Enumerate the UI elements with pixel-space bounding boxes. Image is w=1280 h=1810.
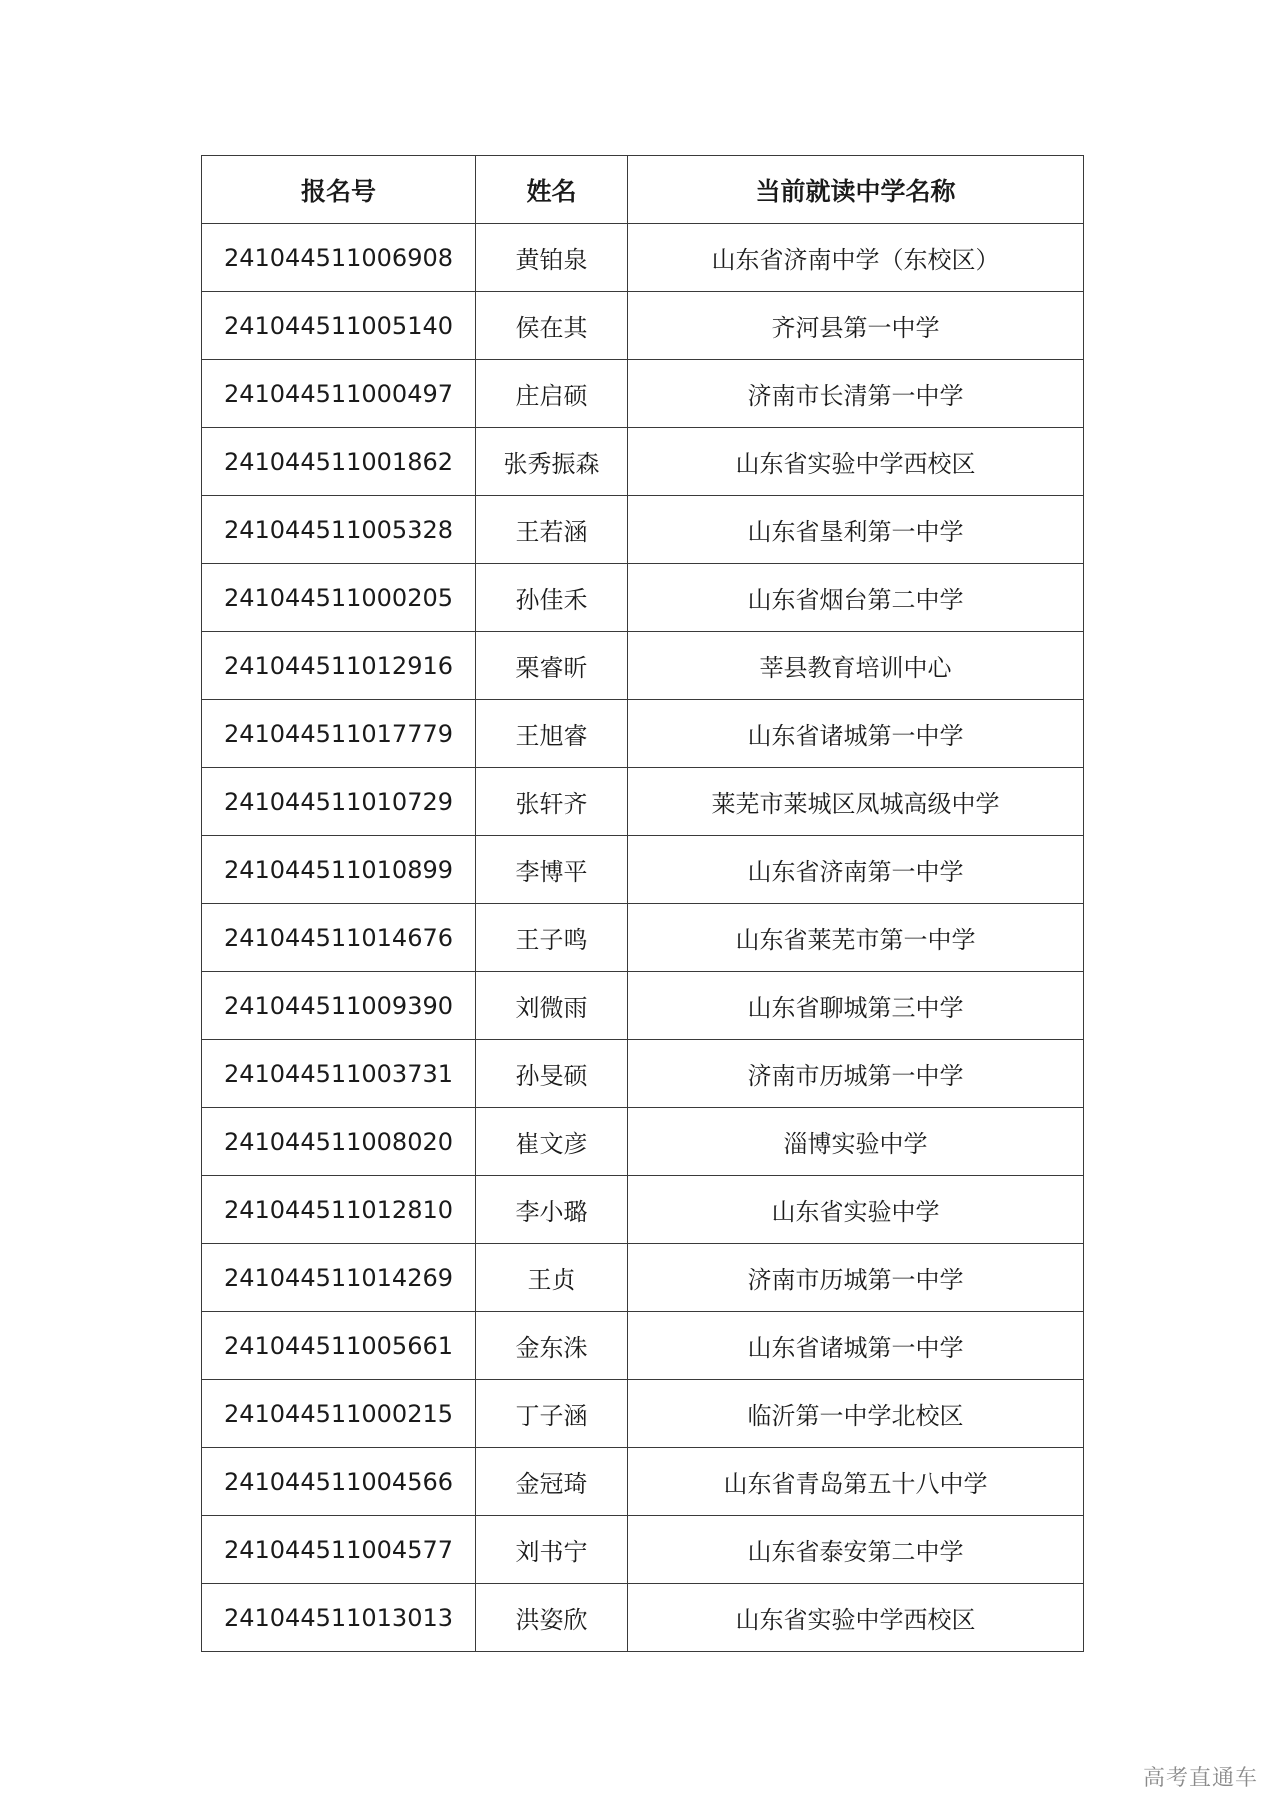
cell-student-name: 丁子涵 xyxy=(476,1380,628,1448)
cell-student-name: 王子鸣 xyxy=(476,904,628,972)
table-row xyxy=(202,1312,1084,1380)
table-row xyxy=(202,564,1084,632)
table-row xyxy=(202,1176,1084,1244)
table-row xyxy=(202,224,1084,292)
column-header-school: 当前就读中学名称 xyxy=(628,156,1084,224)
table-row xyxy=(202,836,1084,904)
cell-student-name: 王贞 xyxy=(476,1244,628,1312)
table-row xyxy=(202,1108,1084,1176)
table-header xyxy=(202,156,1084,224)
cell-student-name: 庄启硕 xyxy=(476,360,628,428)
cell-registration-number: 241044511000205 xyxy=(202,564,476,632)
cell-student-name: 王旭睿 xyxy=(476,700,628,768)
cell-registration-number: 241044511001862 xyxy=(202,428,476,496)
table-row xyxy=(202,700,1084,768)
cell-registration-number: 241044511017779 xyxy=(202,700,476,768)
table-row xyxy=(202,1584,1084,1652)
cell-registration-number: 241044511004577 xyxy=(202,1516,476,1584)
cell-school-name: 山东省垦利第一中学 xyxy=(628,496,1084,564)
table-row xyxy=(202,768,1084,836)
column-header-name: 姓名 xyxy=(476,156,628,224)
cell-student-name: 栗睿昕 xyxy=(476,632,628,700)
table-row xyxy=(202,904,1084,972)
table-body xyxy=(202,224,1084,1652)
cell-registration-number: 241044511004566 xyxy=(202,1448,476,1516)
cell-registration-number: 241044511014676 xyxy=(202,904,476,972)
cell-student-name: 洪姿欣 xyxy=(476,1584,628,1652)
cell-registration-number: 241044511010729 xyxy=(202,768,476,836)
table-row xyxy=(202,1380,1084,1448)
cell-student-name: 刘微雨 xyxy=(476,972,628,1040)
cell-student-name: 金东洙 xyxy=(476,1312,628,1380)
cell-school-name: 山东省实验中学 xyxy=(628,1176,1084,1244)
cell-student-name: 崔文彦 xyxy=(476,1108,628,1176)
cell-registration-number: 241044511005328 xyxy=(202,496,476,564)
table-row xyxy=(202,496,1084,564)
student-roster-table xyxy=(201,155,1084,1652)
table-row xyxy=(202,428,1084,496)
watermark: 高考直通车 xyxy=(1142,1766,1258,1791)
cell-student-name: 侯在其 xyxy=(476,292,628,360)
table-row xyxy=(202,972,1084,1040)
cell-school-name: 山东省诸城第一中学 xyxy=(628,1312,1084,1380)
table-row xyxy=(202,1244,1084,1312)
cell-school-name: 山东省青岛第五十八中学 xyxy=(628,1448,1084,1516)
table-row xyxy=(202,1040,1084,1108)
cell-school-name: 济南市长清第一中学 xyxy=(628,360,1084,428)
cell-student-name: 李博平 xyxy=(476,836,628,904)
table-row xyxy=(202,632,1084,700)
cell-registration-number: 241044511013013 xyxy=(202,1584,476,1652)
table-row xyxy=(202,1516,1084,1584)
cell-registration-number: 241044511014269 xyxy=(202,1244,476,1312)
cell-school-name: 莱芜市莱城区凤城高级中学 xyxy=(628,768,1084,836)
cell-student-name: 李小璐 xyxy=(476,1176,628,1244)
table-row xyxy=(202,292,1084,360)
column-header-registration-number: 报名号 xyxy=(202,156,476,224)
cell-school-name: 山东省实验中学西校区 xyxy=(628,428,1084,496)
cell-registration-number: 241044511012810 xyxy=(202,1176,476,1244)
cell-registration-number: 241044511000215 xyxy=(202,1380,476,1448)
cell-student-name: 黄铂泉 xyxy=(476,224,628,292)
cell-school-name: 山东省烟台第二中学 xyxy=(628,564,1084,632)
cell-registration-number: 241044511000497 xyxy=(202,360,476,428)
table-row xyxy=(202,1448,1084,1516)
cell-school-name: 淄博实验中学 xyxy=(628,1108,1084,1176)
cell-registration-number: 241044511005661 xyxy=(202,1312,476,1380)
cell-school-name: 山东省实验中学西校区 xyxy=(628,1584,1084,1652)
cell-school-name: 山东省莱芜市第一中学 xyxy=(628,904,1084,972)
cell-student-name: 金冠琦 xyxy=(476,1448,628,1516)
cell-student-name: 张秀振森 xyxy=(476,428,628,496)
cell-student-name: 孙旻硕 xyxy=(476,1040,628,1108)
table-row xyxy=(202,360,1084,428)
cell-school-name: 山东省诸城第一中学 xyxy=(628,700,1084,768)
cell-registration-number: 241044511008020 xyxy=(202,1108,476,1176)
cell-student-name: 张轩齐 xyxy=(476,768,628,836)
cell-school-name: 山东省聊城第三中学 xyxy=(628,972,1084,1040)
cell-school-name: 齐河县第一中学 xyxy=(628,292,1084,360)
cell-student-name: 孙佳禾 xyxy=(476,564,628,632)
cell-registration-number: 241044511012916 xyxy=(202,632,476,700)
cell-school-name: 济南市历城第一中学 xyxy=(628,1040,1084,1108)
cell-school-name: 山东省泰安第二中学 xyxy=(628,1516,1084,1584)
header-row xyxy=(202,156,1084,224)
cell-school-name: 莘县教育培训中心 xyxy=(628,632,1084,700)
cell-registration-number: 241044511005140 xyxy=(202,292,476,360)
cell-student-name: 刘书宁 xyxy=(476,1516,628,1584)
cell-registration-number: 241044511003731 xyxy=(202,1040,476,1108)
cell-school-name: 山东省济南中学（东校区） xyxy=(628,224,1084,292)
cell-school-name: 山东省济南第一中学 xyxy=(628,836,1084,904)
cell-school-name: 临沂第一中学北校区 xyxy=(628,1380,1084,1448)
cell-registration-number: 241044511006908 xyxy=(202,224,476,292)
cell-registration-number: 241044511009390 xyxy=(202,972,476,1040)
cell-registration-number: 241044511010899 xyxy=(202,836,476,904)
cell-school-name: 济南市历城第一中学 xyxy=(628,1244,1084,1312)
cell-student-name: 王若涵 xyxy=(476,496,628,564)
